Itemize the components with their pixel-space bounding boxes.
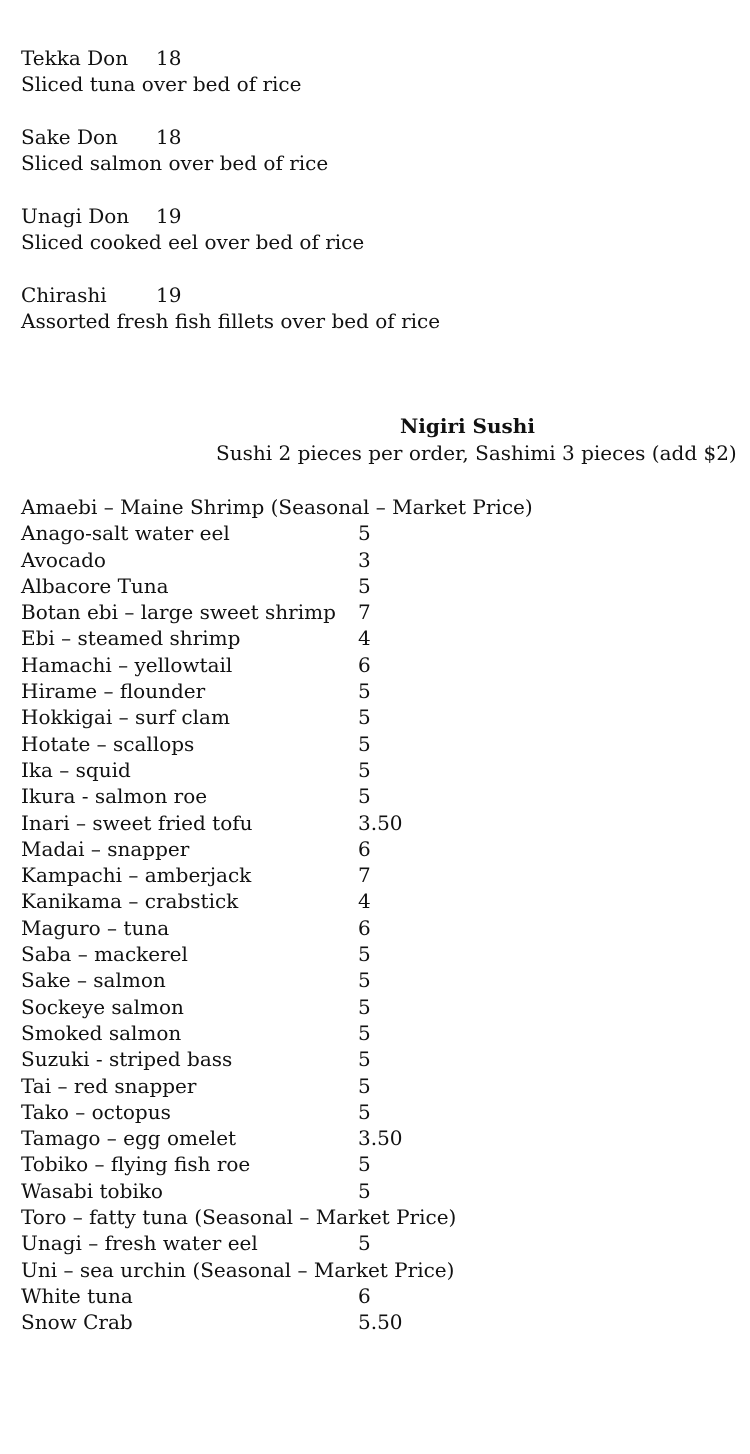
section-subtitle: Sushi 2 pieces per order, Sashimi 3 pieces (add $2) [216, 441, 737, 465]
nigiri-item-name: Toro – fatty tuna (Seasonal – Market Price) [21, 1205, 457, 1230]
nigiri-item-name: Ika – squid [21, 757, 131, 782]
nigiri-item-name: Ebi – steamed shrimp [21, 626, 241, 651]
nigiri-item [21, 994, 721, 1020]
nigiri-list [21, 494, 721, 1336]
nigiri-item [21, 573, 721, 599]
don-item-description: Sliced salmon over bed of rice [21, 151, 329, 175]
nigiri-item-name: Hotate – scallops [21, 731, 195, 756]
nigiri-item [21, 1020, 721, 1046]
nigiri-item [21, 599, 721, 625]
nigiri-item-price: 5 [358, 1020, 371, 1045]
nigiri-item-price: 5 [358, 1178, 371, 1203]
nigiri-item [21, 494, 721, 520]
nigiri-item-name: Maguro – tuna [21, 915, 170, 940]
nigiri-item-price: 5 [358, 968, 371, 993]
nigiri-item [21, 783, 721, 809]
nigiri-item-price: 3.50 [358, 1126, 403, 1151]
nigiri-item-name: Wasabi tobiko [21, 1178, 163, 1203]
nigiri-item-name: Madai – snapper [21, 836, 190, 861]
nigiri-item [21, 652, 721, 678]
nigiri-item [21, 967, 721, 993]
nigiri-item-name: Hirame – flounder [21, 679, 206, 704]
nigiri-item [21, 1204, 721, 1230]
nigiri-item-price: 7 [358, 600, 371, 625]
nigiri-item [21, 1099, 721, 1125]
nigiri-item-price: 5 [358, 1099, 371, 1124]
don-item-price: 18 [156, 125, 182, 149]
nigiri-item [21, 678, 721, 704]
don-item-description: Sliced tuna over bed of rice [21, 72, 302, 96]
don-item [21, 124, 721, 203]
don-item-description: Assorted fresh fish fillets over bed of rice [21, 309, 441, 333]
nigiri-item-price: 6 [358, 652, 371, 677]
nigiri-item-price: 5 [358, 521, 371, 546]
nigiri-item-price: 5 [358, 1047, 371, 1072]
don-item-price: 18 [156, 46, 182, 70]
nigiri-item [21, 547, 721, 573]
don-item-name: Tekka Don [21, 46, 129, 70]
nigiri-item [21, 520, 721, 546]
nigiri-item-name: Uni – sea urchin (Seasonal – Market Price) [21, 1257, 455, 1282]
don-item-description: Sliced cooked eel over bed of rice [21, 230, 365, 254]
nigiri-item [21, 836, 721, 862]
don-item [21, 45, 721, 124]
don-item [21, 282, 721, 361]
nigiri-item [21, 731, 721, 757]
nigiri-item-name: Tai – red snapper [21, 1073, 197, 1098]
nigiri-item [21, 704, 721, 730]
nigiri-item-price: 4 [358, 889, 371, 914]
nigiri-item-name: Tako – octopus [21, 1099, 171, 1124]
donburi-list [21, 45, 721, 361]
nigiri-item-name: Snow Crab [21, 1310, 133, 1335]
nigiri-item-name: Kanikama – crabstick [21, 889, 239, 914]
nigiri-item-name: Botan ebi – large sweet shrimp [21, 600, 336, 625]
nigiri-item-name: Saba – mackerel [21, 942, 188, 967]
don-item-price: 19 [156, 204, 182, 228]
nigiri-item [21, 1125, 721, 1151]
nigiri-item-name: Sake – salmon [21, 968, 166, 993]
nigiri-item [21, 1257, 721, 1283]
nigiri-item-name: Unagi – fresh water eel [21, 1231, 258, 1256]
nigiri-item-price: 5 [358, 1231, 371, 1256]
nigiri-item-price: 5 [358, 757, 371, 782]
nigiri-item-name: Hamachi – yellowtail [21, 652, 233, 677]
nigiri-item-price: 5 [358, 679, 371, 704]
nigiri-item [21, 888, 721, 914]
nigiri-item-price: 5 [358, 705, 371, 730]
nigiri-item-price: 5 [358, 942, 371, 967]
nigiri-item-name: Anago-salt water eel [21, 521, 230, 546]
nigiri-item [21, 1046, 721, 1072]
nigiri-item [21, 1151, 721, 1177]
nigiri-item-price: 5.50 [358, 1310, 403, 1335]
nigiri-item [21, 915, 721, 941]
nigiri-item [21, 1283, 721, 1309]
nigiri-item-name: Albacore Tuna [21, 573, 169, 598]
nigiri-item-name: Ikura - salmon roe [21, 784, 208, 809]
nigiri-item-price: 3 [358, 547, 371, 572]
nigiri-item-name: Amaebi – Maine Shrimp (Seasonal – Market Price) [21, 495, 533, 519]
nigiri-item-price: 5 [358, 1152, 371, 1177]
nigiri-item-price: 5 [358, 573, 371, 598]
don-item-price: 19 [156, 283, 182, 307]
nigiri-item-name: Sockeye salmon [21, 994, 184, 1019]
nigiri-item-price: 5 [358, 994, 371, 1019]
don-item-name: Sake Don [21, 125, 118, 149]
nigiri-item-name: Kampachi – amberjack [21, 863, 252, 888]
nigiri-item-price: 5 [358, 784, 371, 809]
nigiri-item-price: 6 [358, 836, 371, 861]
nigiri-item [21, 1178, 721, 1204]
nigiri-item-name: Suzuki - striped bass [21, 1047, 233, 1072]
don-item [21, 203, 721, 282]
don-item-name: Unagi Don [21, 204, 130, 228]
nigiri-item-name: White tuna [21, 1283, 133, 1308]
nigiri-item [21, 1073, 721, 1099]
nigiri-item-price: 5 [358, 1073, 371, 1098]
nigiri-item [21, 1230, 721, 1256]
nigiri-item-name: Inari – sweet fried tofu [21, 810, 253, 835]
nigiri-item [21, 757, 721, 783]
section-title: Nigiri Sushi [400, 414, 535, 438]
nigiri-item-price: 7 [358, 863, 371, 888]
don-item-name: Chirashi [21, 283, 107, 307]
nigiri-item-price: 6 [358, 915, 371, 940]
nigiri-item [21, 941, 721, 967]
nigiri-item [21, 810, 721, 836]
nigiri-item-price: 3.50 [358, 810, 403, 835]
nigiri-item-name: Avocado [21, 547, 106, 572]
nigiri-item [21, 862, 721, 888]
nigiri-item-name: Tamago – egg omelet [21, 1126, 237, 1151]
nigiri-item [21, 1309, 721, 1335]
nigiri-item-name: Hokkigai – surf clam [21, 705, 230, 730]
nigiri-item-name: Smoked salmon [21, 1020, 182, 1045]
nigiri-item-name: Tobiko – flying fish roe [21, 1152, 251, 1177]
nigiri-item-price: 6 [358, 1283, 371, 1308]
nigiri-item-price: 5 [358, 731, 371, 756]
nigiri-item [21, 625, 721, 651]
nigiri-item-price: 4 [358, 626, 371, 651]
